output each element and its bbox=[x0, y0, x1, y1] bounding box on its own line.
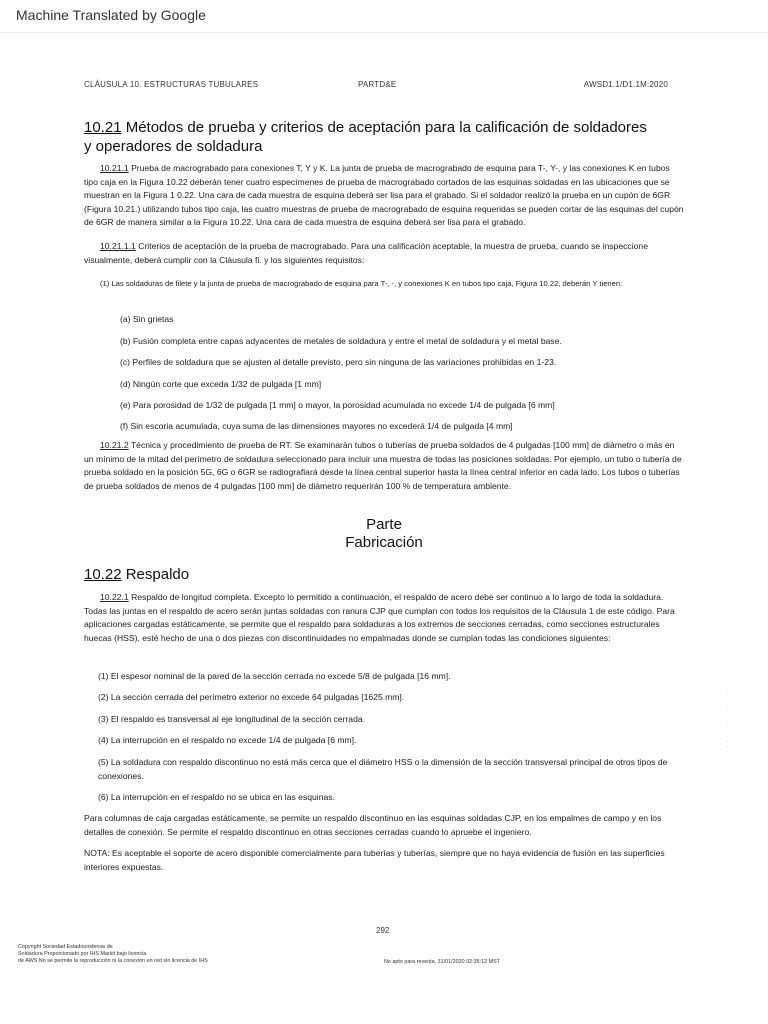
copyright-footer bbox=[18, 944, 208, 966]
paragraph-number: 10.22.1 bbox=[100, 592, 129, 602]
resale-footer: No apto para reventa, 31/01/2020 02:35:12 MST bbox=[384, 959, 500, 965]
page-number: 292 bbox=[376, 926, 390, 935]
margin-watermark: · · · · · · · · · · · · · · bbox=[724, 690, 730, 759]
paragraph-text: Prueba de macrograbado para conexiones T, Y y K. La junta de prueba de macrograbado de esquina para T-, Y-, y las conexiones K en tubos tipo caja en la Figura 10.22 deberán tener cuatro especímenes de prueba de macrograbado cortados de las esquinas soldadas en las ubicaciones que se muestran en la Figura 1 0.22. Una cara de cada muestra de esquina deberá ser lisa para el grabado. Si el soldador realizó la prueba en un cupón de 6GR (Figura 10.21.) utilizando tubos tipo caja, las cuatro muestras de prueba de macrograbado de esquina requeridas se pueden cortar de las esquinas del cupón de 6GR de manera similar a la Figura 10.22. Una cara de cada muestra de esquina deberá ser lisa para el grabado. bbox=[84, 163, 684, 228]
list-item: (c) Perfiles de soldadura que se ajusten al detalle previsto, pero sin ninguna de las variaciones prohibidas en 1-23. bbox=[120, 357, 557, 367]
section-heading-10-21 bbox=[84, 118, 684, 156]
list-item: (d) Ningún corte que exceda 1/32 de pulgada [1 mm] bbox=[120, 379, 322, 389]
paragraph-number: 10.21.1.1 bbox=[100, 241, 136, 251]
paragraph-text: Técnica y procedimiento de prueba de RT. Se examinarán tubos o tuberías de prueba soldados de 4 pulgadas [100 mm] de diámetro o más en un mínimo de la mitad del perímetro de soldadura seleccionado para incluir una muestra de todas las posiciones soldadas. Por ejemplo, un tubo o tubería de prueba soldado en la posición 5G, 6G o 6GR se radiografiará desde la línea central superior hasta la línea central inferior en cada lado. Los tubos o tuberías de prueba soldados de menos de 4 pulgadas [100 mm] de diámetro requerirán 100 % de temperatura ambiente. bbox=[84, 440, 682, 491]
footer-line: Soldadura Proporcionado por IHS Markit bajo licencia bbox=[18, 951, 147, 958]
part-title: Parte bbox=[366, 516, 402, 533]
paragraph-text: Respaldo de longitud completa. Excepto lo permitido a continuación, el respaldo de acero debe ser continuo a lo largo de toda la soldadura. Todas las juntas en el respaldo de acero serán juntas soldadas con ranura CJP que cumplan con todos los requisitos de la Cláusula 1 de este código. Para aplicaciones cargadas estáticamente, se permite que el respaldo para soldaduras a los extremos de secciones cerradas, como secciones estructurales huecas (HSS), esté hecho de una o dos piezas con discontinuidades no empalmadas donde se cumplan todas las condiciones siguientes: bbox=[84, 592, 675, 643]
note-paragraph: NOTA: Es aceptable el soporte de acero disponible comercialmente para tuberías y tuberías, siempre que no haya evidencia de fusión en las superficies interiores expuestas. bbox=[84, 848, 665, 872]
condition-item: (4) La interrupción en el respaldo no excede 1/4 de pulgada [6 mm]. bbox=[98, 735, 357, 745]
requirement-item-1: (1) Las soldaduras de filete y la junta de prueba de macrograbado de esquina para T-, -, y conexiones K en tubos tipo caja, Figura 10.22, deberán Y tienen: bbox=[100, 279, 623, 288]
paragraph-10-21-1 bbox=[84, 162, 684, 230]
paragraph-10-22-1 bbox=[84, 591, 684, 645]
condition-item: (3) El respaldo es transversal al eje longitudinal de la sección cerrada. bbox=[98, 714, 366, 724]
footer-line: Copyright Sociedad Estadounidense de bbox=[18, 944, 113, 950]
list-item: (f) Sin escoria acumulada, cuya suma de las dimensiones mayores no excederá 1/4 de pulgada [4 mm] bbox=[120, 421, 513, 431]
translation-banner bbox=[0, 0, 768, 33]
running-header-right: AWSD1.1/D1.1M:2020 bbox=[583, 80, 668, 89]
condition-item: (5) La soldadura con respaldo discontinuo no está más cerca que el diámetro HSS o la dimensión de la sección transversal principal de otros tipos de conexiones. bbox=[98, 757, 668, 781]
paragraph-number: 10.21.2 bbox=[100, 440, 129, 450]
condition-item: (1) El espesor nominal de la pared de la sección cerrada no excede 5/8 de pulgada [16 mm]. bbox=[98, 671, 451, 681]
running-header-center: PARTD&E bbox=[358, 80, 397, 89]
running-header-left: CLÁUSULA 10. ESTRUCTURAS TUBULARES bbox=[84, 80, 259, 89]
paragraph-10-21-1-1 bbox=[84, 240, 684, 267]
condition-item: (6) La interrupción en el respaldo no se ubica en las esquinas. bbox=[98, 792, 335, 802]
section-number: 10.21 bbox=[84, 119, 122, 136]
paragraph-number: 10.21.1 bbox=[100, 163, 129, 173]
paragraph-box-columns: Para columnas de caja cargadas estáticamente, se permite un respaldo discontinuo en las esquinas soldadas CJP, en los empalmes de campo y en los detalles de conexión. Se permite el respaldo discontinuo en otras secciones cerradas cuando lo apruebe el ingeniero. bbox=[84, 813, 662, 837]
footer-line: de AWS No se permite la reproducción ni la conexión en red sin licencia de IHS bbox=[18, 958, 208, 965]
paragraph-text: Criterios de aceptación de la prueba de macrograbado. Para una calificación aceptable, la muestra de prueba, cuando se inspeccione visualmente, deberá cumplir con la Cláusula fi. y los siguientes requisitos: bbox=[84, 241, 648, 265]
list-item: (e) Para porosidad de 1/32 de pulgada [1 mm] o mayor, la porosidad acumulada no excede 1/4 de pulgada [6 mm] bbox=[120, 400, 555, 410]
section-title-cont: y operadores de soldadura bbox=[84, 138, 263, 155]
list-item: (a) Sin grietas bbox=[120, 314, 174, 324]
list-item: (b) Fusión completa entre capas adyacentes de metales de soldadura y entre el metal de soldadura y el metal base. bbox=[120, 336, 562, 346]
section-number: 10.22 bbox=[84, 566, 122, 583]
section-heading-10-22 bbox=[84, 566, 189, 583]
banner-text: Machine Translated by Google bbox=[16, 7, 206, 23]
condition-item: (2) La sección cerrada del perímetro exterior no excede 64 pulgadas [1625 mm]. bbox=[98, 692, 405, 702]
section-title: Métodos de prueba y criterios de aceptación para la calificación de soldadores bbox=[121, 119, 647, 136]
section-title: Respaldo bbox=[121, 566, 190, 583]
part-subtitle: Fabricación bbox=[345, 534, 423, 551]
paragraph-10-21-2 bbox=[84, 439, 684, 493]
